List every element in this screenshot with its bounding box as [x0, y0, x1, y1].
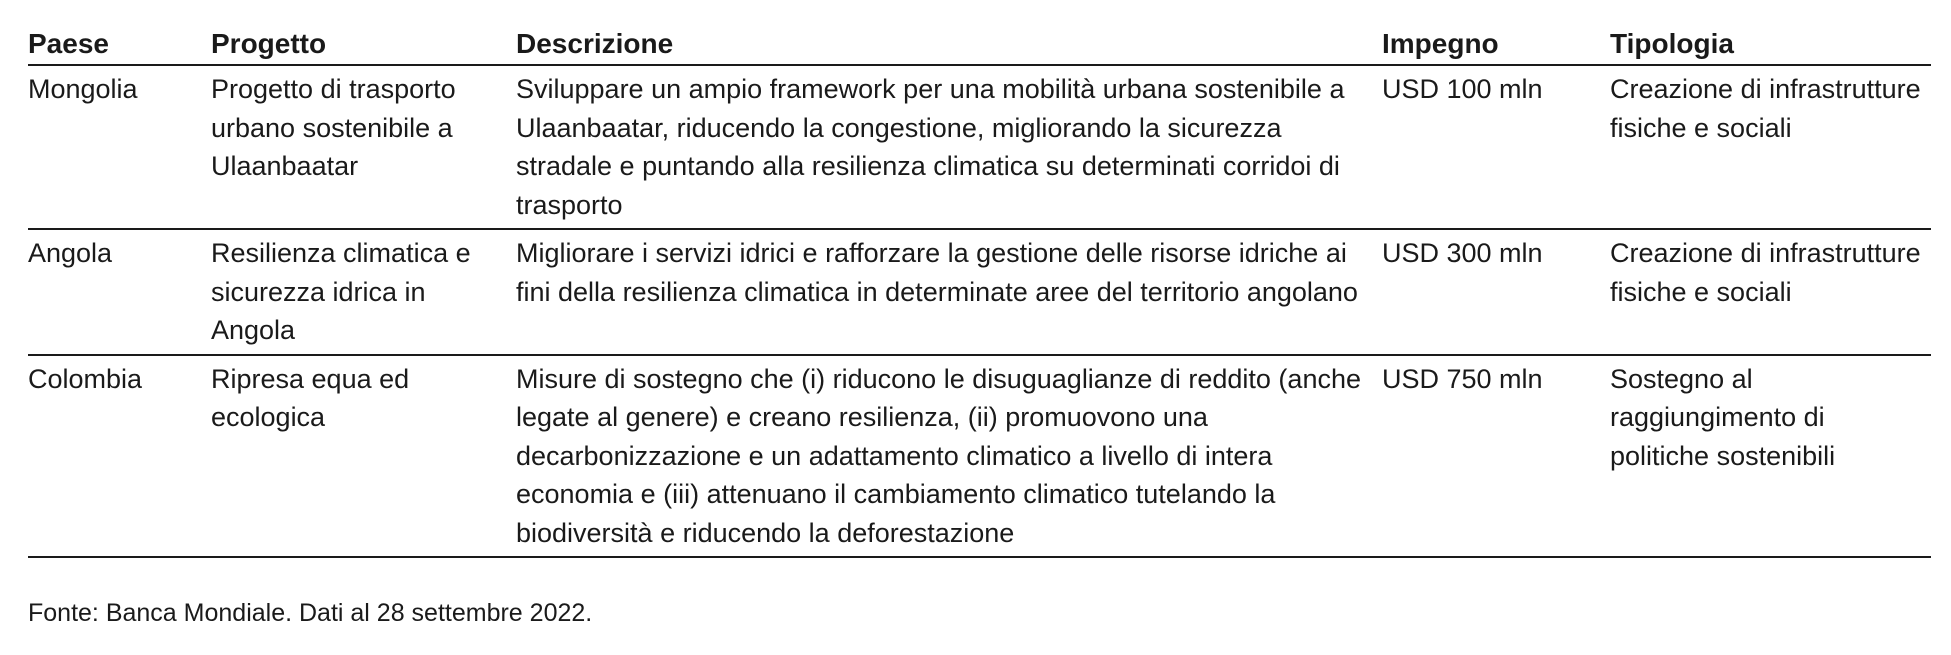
cell-progetto: Progetto di trasporto urbano sostenibile a Ulaanbaatar	[211, 65, 516, 229]
cell-descrizione: Sviluppare un ampio framework per una mobilità urbana sostenibile a Ulaanbaatar, riducendo la congestione, migliorando la sicurezza stradale e puntando alla resilienza climatica su determinati corridoi di trasporto	[516, 65, 1382, 229]
header-progetto: Progetto	[211, 22, 516, 65]
source-footnote: Fonte: Banca Mondiale. Dati al 28 settembre 2022.	[28, 599, 593, 627]
cell-paese: Mongolia	[28, 65, 211, 229]
cell-impegno: USD 300 mln	[1382, 229, 1610, 355]
header-descrizione: Descrizione	[516, 22, 1382, 65]
table-row	[28, 355, 1931, 558]
cell-tipologia: Creazione di infrastrutture fisiche e sociali	[1610, 65, 1931, 229]
projects-table-container	[28, 22, 1931, 558]
cell-descrizione: Misure di sostegno che (i) riducono le disuguaglianze di reddito (anche legate al genere) e creano resilienza, (ii) promuovono una decarbonizzazione e un adattamento climatico a livello di intera economia e (iii) attenuano il cambiamento climatico tutelando la biodiversità e riducendo la deforestazione	[516, 355, 1382, 558]
header-paese: Paese	[28, 22, 211, 65]
header-impegno: Impegno	[1382, 22, 1610, 65]
table-row	[28, 229, 1931, 355]
cell-tipologia: Sostegno al raggiungimento di politiche sostenibili	[1610, 355, 1931, 558]
table-header-row	[28, 22, 1931, 65]
projects-table	[28, 22, 1931, 558]
cell-impegno: USD 100 mln	[1382, 65, 1610, 229]
cell-impegno: USD 750 mln	[1382, 355, 1610, 558]
cell-progetto: Resilienza climatica e sicurezza idrica in Angola	[211, 229, 516, 355]
cell-tipologia: Creazione di infrastrutture fisiche e sociali	[1610, 229, 1931, 355]
header-tipologia: Tipologia	[1610, 22, 1931, 65]
cell-paese: Colombia	[28, 355, 211, 558]
cell-paese: Angola	[28, 229, 211, 355]
table-row	[28, 65, 1931, 229]
cell-progetto: Ripresa equa ed ecologica	[211, 355, 516, 558]
cell-descrizione: Migliorare i servizi idrici e rafforzare la gestione delle risorse idriche ai fini della resilienza climatica in determinate aree del territorio angolano	[516, 229, 1382, 355]
